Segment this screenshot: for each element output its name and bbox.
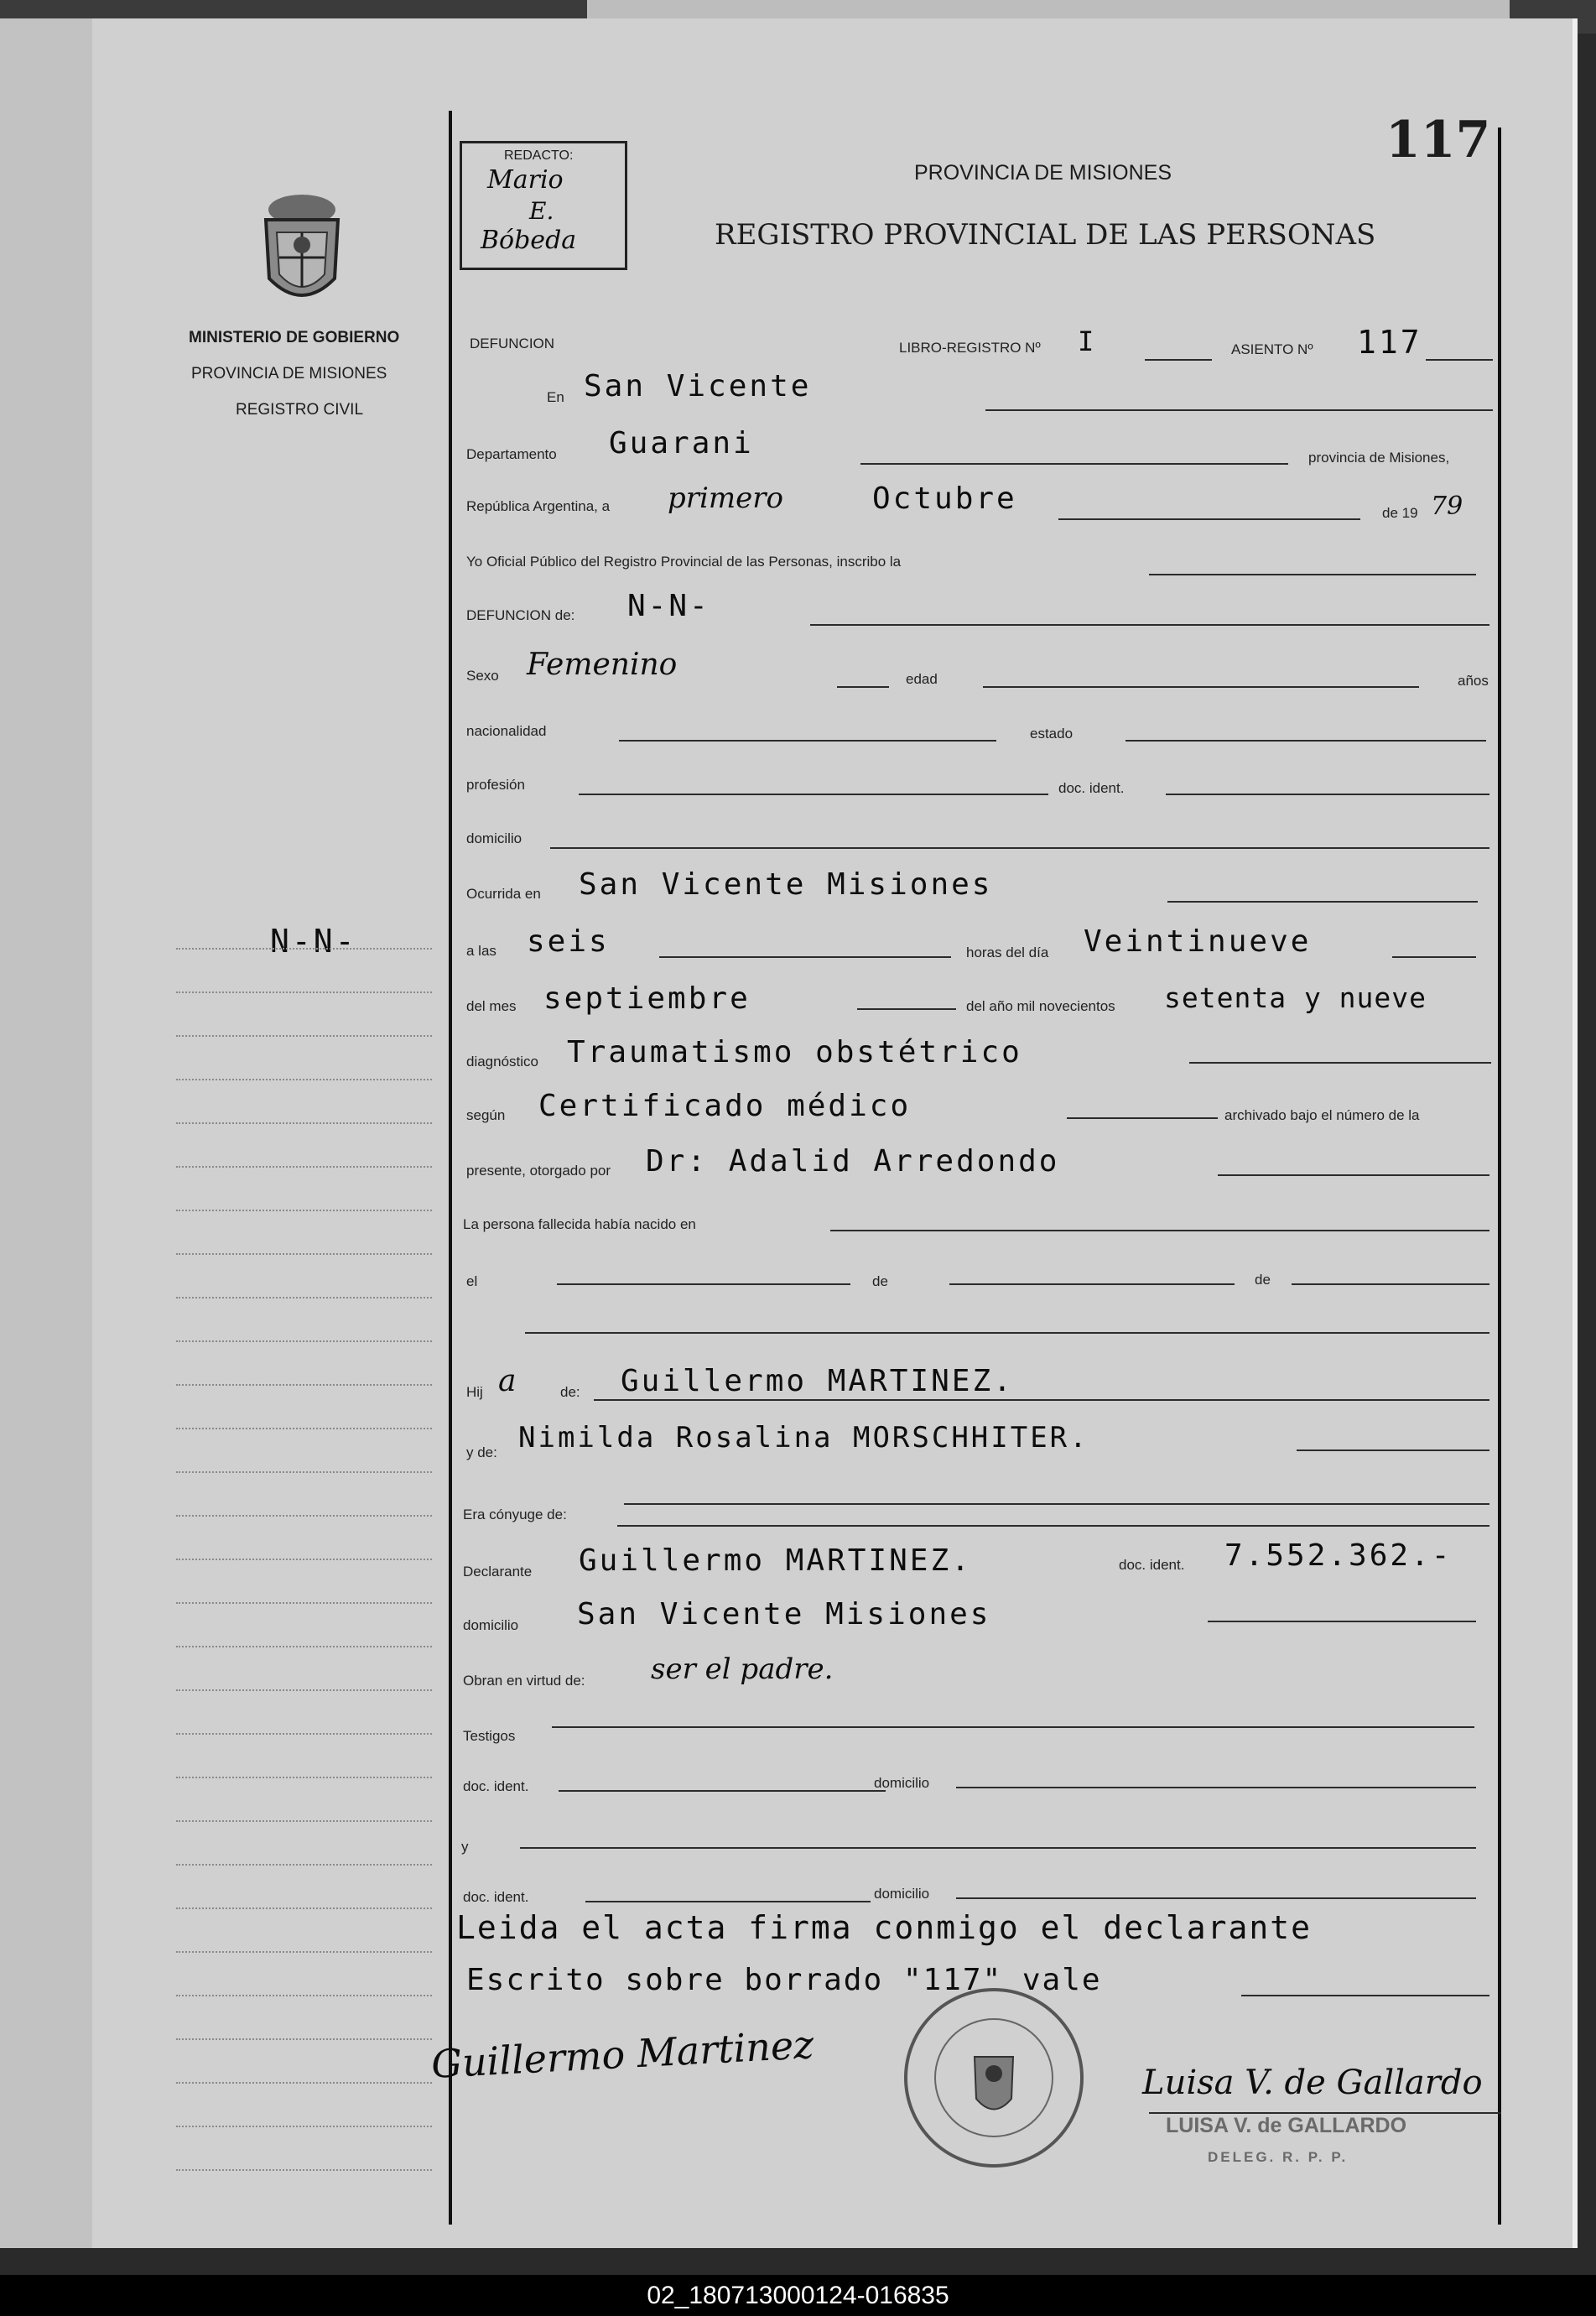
sexo-value: Femenino — [527, 648, 678, 682]
fecha-dia: primero — [668, 481, 783, 515]
y-de-label: y de: — [466, 1444, 497, 1460]
hij-value: a — [498, 1364, 517, 1398]
margin-line — [176, 1210, 432, 1211]
fill-line — [860, 463, 1288, 465]
margin-line — [176, 991, 432, 993]
redacto-name-2: E. — [529, 197, 554, 225]
fill-line — [949, 1283, 1235, 1285]
domicilio2-value: San Vicente Misiones — [577, 1597, 991, 1632]
right-frame-line — [1498, 128, 1501, 2225]
margin-line — [176, 1166, 432, 1168]
nacido-label: La persona fallecida había nacido en — [463, 1216, 696, 1232]
oficial-text: Yo Oficial Público del Registro Provincial de las Personas, inscribo la — [466, 554, 902, 570]
redacto-box — [460, 141, 627, 270]
fill-line — [1058, 518, 1360, 520]
defuncion-de-value: N-N- — [627, 589, 710, 623]
margin-line — [176, 2082, 432, 2084]
fill-line — [1167, 901, 1478, 903]
fill-line — [1208, 1621, 1476, 1622]
margin-line — [176, 2038, 432, 2040]
declarante-label: Declarante — [463, 1564, 533, 1580]
republica-label: República Argentina, a — [466, 498, 611, 514]
fill-line — [983, 686, 1419, 688]
t1-dom-label: domicilio — [874, 1775, 930, 1791]
margin-line — [176, 1951, 432, 1953]
official-seal-icon — [897, 1981, 1090, 2178]
fill-line — [837, 686, 889, 688]
defuncion-de-label: DEFUNCION de: — [466, 607, 575, 623]
registro-civil-label: REGISTRO CIVIL — [236, 401, 364, 419]
segun-value: Certificado médico — [538, 1089, 912, 1123]
testigos-label: Testigos — [463, 1728, 516, 1744]
left-frame-line — [449, 111, 452, 2225]
nota-cierre-2: Escrito sobre borrado "117" vale — [466, 1963, 1102, 1997]
fill-line — [1241, 1995, 1489, 1996]
diagnostico-label: diagnóstico — [466, 1054, 539, 1070]
declarante-value: Guillermo MARTINEZ. — [579, 1543, 972, 1578]
margin-line — [176, 1907, 432, 1909]
asiento-label: ASIENTO Nº — [1231, 341, 1313, 357]
fill-line — [557, 1283, 850, 1285]
de1-label: de — [872, 1273, 888, 1289]
binding-shadow — [0, 18, 92, 2248]
t2-dom-label: domicilio — [874, 1886, 930, 1902]
en-value: San Vicente — [584, 369, 812, 403]
ocurrida-value: San Vicente Misiones — [579, 867, 993, 902]
hij-label: Hij — [466, 1384, 483, 1400]
del-mes-label: del mes — [466, 998, 517, 1014]
anios-label: años — [1458, 673, 1489, 689]
margin-line — [176, 2126, 432, 2127]
margin-line — [176, 1689, 432, 1691]
padre-value: Guillermo MARTINEZ. — [621, 1364, 1014, 1398]
edad-label: edad — [906, 671, 938, 687]
fill-line — [617, 1525, 1489, 1527]
obran-value: ser el padre. — [651, 1652, 834, 1686]
margin-line — [176, 1777, 432, 1778]
provincia-suffix: provincia de Misiones, — [1308, 450, 1450, 466]
fill-line — [1126, 740, 1486, 742]
fill-line — [550, 847, 1489, 849]
fill-line — [956, 1787, 1476, 1788]
estado-label: estado — [1030, 726, 1074, 742]
fill-line — [552, 1726, 1474, 1728]
tipo-label: DEFUNCION — [470, 336, 555, 351]
image-caption: 02_180713000124-016835 — [0, 2275, 1596, 2316]
margin-line — [176, 1733, 432, 1735]
anio-value: setenta y nueve — [1164, 981, 1427, 1014]
profesion-label: profesión — [466, 777, 525, 793]
margin-line — [176, 1864, 432, 1866]
a-las-value: seis — [527, 924, 610, 959]
de2-label: de — [1255, 1272, 1271, 1288]
fill-line — [830, 1230, 1489, 1231]
nota-cierre-1: Leida el acta firma conmigo el declarante — [456, 1909, 1312, 1946]
sexo-label: Sexo — [466, 668, 499, 684]
margin-line — [176, 1995, 432, 1996]
archivado-label: archivado bajo el número de la — [1224, 1107, 1420, 1123]
a-las-label: a las — [466, 943, 496, 959]
margin-line — [176, 1253, 432, 1255]
t1-doc-label: doc. ident. — [463, 1778, 529, 1794]
fill-line — [1145, 359, 1212, 361]
document-page — [0, 18, 1578, 2248]
diagnostico-value: Traumatismo obstétrico — [567, 1035, 1022, 1070]
margin-line — [176, 1428, 432, 1429]
fecha-mes: Octubre — [872, 481, 1017, 516]
margin-line — [176, 1340, 432, 1342]
domicilio2-label: domicilio — [463, 1617, 519, 1633]
fill-line — [579, 794, 1048, 795]
page-number: 117 — [1385, 111, 1491, 169]
fill-line — [956, 1897, 1476, 1899]
asiento-value: 117 — [1357, 324, 1422, 361]
declarante-doc-label: doc. ident. — [1119, 1557, 1185, 1573]
margin-line — [176, 1035, 432, 1037]
sello-cargo: DELEG. R. P. P. — [1208, 2149, 1349, 2165]
fill-line — [1166, 794, 1489, 795]
fill-line — [594, 1399, 1489, 1401]
nacionalidad-label: nacionalidad — [466, 723, 547, 739]
margin-line — [176, 948, 432, 950]
libro-label: LIBRO-REGISTRO Nº — [899, 340, 1041, 356]
t2-doc-label: doc. ident. — [463, 1889, 529, 1905]
horas-label: horas del día — [966, 945, 1049, 960]
fill-line — [1189, 1062, 1491, 1064]
fill-line — [525, 1332, 1489, 1334]
fill-line — [559, 1790, 886, 1792]
fill-line — [1392, 956, 1476, 958]
coat-of-arms-icon — [256, 186, 348, 316]
fill-line — [857, 1008, 956, 1010]
dia-value: Veintinueve — [1084, 924, 1312, 959]
madre-value: Nimilda Rosalina MORSCHHITER. — [518, 1421, 1089, 1455]
fill-line — [1149, 574, 1476, 575]
fill-line — [985, 409, 1493, 411]
left-provincia-label: PROVINCIA DE MISIONES — [191, 365, 387, 383]
margin-note: N-N- — [270, 923, 357, 960]
el-label: el — [466, 1273, 478, 1289]
presente-value: Dr: Adalid Arredondo — [646, 1144, 1060, 1179]
fill-line — [1067, 1117, 1218, 1119]
firma-oficial: Luisa V. de Gallardo — [1142, 2064, 1483, 2102]
fill-line — [624, 1503, 1489, 1505]
margin-line — [176, 1297, 432, 1299]
margin-line — [176, 2169, 432, 2171]
margin-line — [176, 1602, 432, 1604]
fill-line — [585, 1901, 871, 1902]
redacto-name-3: Bóbeda — [481, 226, 577, 255]
margin-line — [176, 1122, 432, 1124]
margin-line — [176, 1559, 432, 1560]
obran-label: Obran en virtud de: — [463, 1673, 585, 1689]
domicilio-label: domicilio — [466, 830, 522, 846]
next-page-edge — [587, 0, 1510, 18]
de-padre-label: de: — [560, 1384, 580, 1400]
fill-line — [619, 740, 996, 742]
margin-line — [176, 1820, 432, 1822]
departamento-value: Guarani — [609, 426, 754, 461]
margin-line — [176, 1384, 432, 1386]
de-anio-label: de 19 — [1382, 505, 1418, 521]
redacto-name-1: Mario — [487, 165, 564, 195]
fill-line — [1292, 1283, 1489, 1285]
margin-line — [176, 1646, 432, 1647]
margin-line — [176, 1471, 432, 1473]
fill-line — [1297, 1449, 1489, 1451]
declarante-doc-value: 7.552.362.- — [1224, 1538, 1453, 1573]
segun-label: según — [466, 1107, 506, 1123]
margin-line — [176, 1515, 432, 1517]
fill-line — [659, 956, 951, 958]
presente-label: presente, otorgado por — [466, 1163, 611, 1179]
header-provincia: PROVINCIA DE MISIONES — [914, 161, 1172, 185]
sello-nombre: LUISA V. de GALLARDO — [1166, 2114, 1407, 2137]
fill-line — [520, 1847, 1476, 1849]
conyuge-label: Era cónyuge de: — [463, 1507, 567, 1522]
anio-label: del año mil novecientos — [966, 998, 1115, 1014]
redacto-label: REDACTO: — [504, 148, 574, 163]
ministerio-label: MINISTERIO DE GOBIERNO — [189, 329, 400, 346]
fecha-anio: 79 — [1431, 492, 1463, 521]
firma-declarante: Guillermo Martinez — [429, 2022, 815, 2087]
header-registro: REGISTRO PROVINCIAL DE LAS PERSONAS — [715, 218, 1376, 252]
en-label: En — [547, 389, 564, 405]
margin-line — [176, 1079, 432, 1080]
doc-ident-label: doc. ident. — [1058, 780, 1125, 796]
ocurrida-label: Ocurrida en — [466, 886, 541, 902]
fill-line — [810, 624, 1489, 626]
fill-line — [1218, 1174, 1489, 1176]
departamento-label: Departamento — [466, 446, 557, 462]
libro-value: I — [1078, 325, 1097, 357]
y-label: y — [461, 1839, 469, 1855]
mes-value: septiembre — [543, 981, 751, 1016]
fill-line — [1426, 359, 1493, 361]
